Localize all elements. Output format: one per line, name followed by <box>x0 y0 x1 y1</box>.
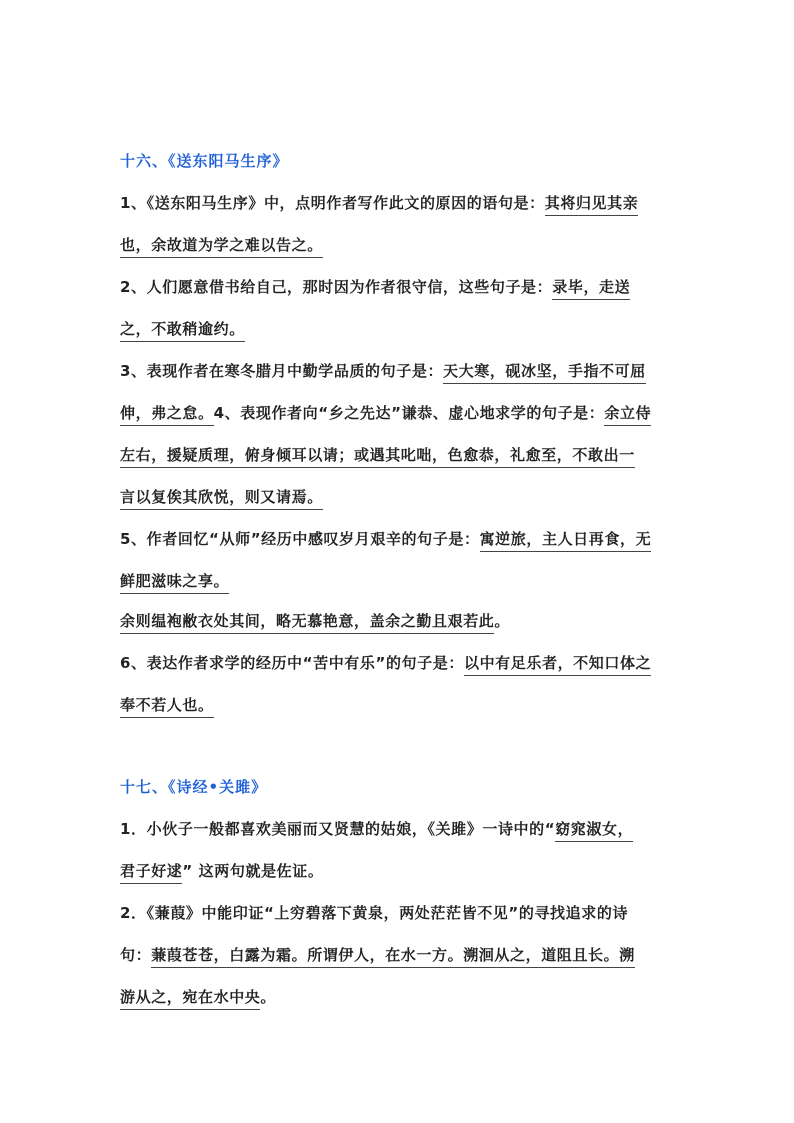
s16-q1-prefix: 1、《送东阳马生序》中，点明作者写作此文的原因的语句是： <box>120 194 545 212</box>
s16-q6-answer-part1: 以中有足乐者，不知口体之 <box>464 654 651 676</box>
s16-q6-prefix: 6、表达作者求学的经历中“苦中有乐”的句子是： <box>120 654 464 672</box>
s16-q4-answer-part2: 左右，援疑质理，俯身倾耳以请；或遇其叱咄，色愈恭，礼愈至，不敢出一 <box>120 446 635 468</box>
s16-q5-answer-part1: 寓逆旅，主人日再食，无 <box>480 530 652 552</box>
s16-q2-answer-part2: 之，不敢稍逾约。 <box>120 320 245 342</box>
s16-q4-answer-part3: 言以复俟其欣悦，则又请焉。 <box>120 488 323 510</box>
section-17-heading: 十七、《诗经•关雎》 <box>120 778 268 796</box>
s16-q2-prefix: 2、人们愿意借书给自己，那时因为作者很守信，这些句子是： <box>120 278 553 296</box>
s17-q1-line2 <box>120 860 324 881</box>
s17-q2-line3 <box>120 986 276 1007</box>
s17-q2-answer-part2: 游从之，宛在水中央 <box>120 988 260 1010</box>
s16-q5-line2 <box>120 570 229 591</box>
s16-q4-line2 <box>120 444 635 465</box>
s16-q5-prefix: 5、作者回忆“从师”经历中感叹岁月艰辛的句子是： <box>120 530 480 548</box>
s17-q2-line2 <box>120 944 635 965</box>
s17-q1-suffix: ” 这两句就是佐证。 <box>182 862 324 880</box>
s17-q2-answer-part1: 蒹葭苍苍，白露为霜。所谓伊人，在水一方。溯洄从之，道阻且长。溯 <box>151 946 635 968</box>
s16-q5-line3 <box>120 610 510 631</box>
s16-q2-line2 <box>120 318 245 339</box>
s16-q1-answer-part2: 也，余故道为学之难以告之。 <box>120 236 323 258</box>
s16-q4-answer-part1: 余立侍 <box>604 404 651 426</box>
s16-q5-answer-part2: 鲜肥滋味之享。 <box>120 572 229 594</box>
section-16-heading: 十六、《送东阳马生序》 <box>120 152 289 170</box>
s16-q1-line1 <box>120 192 638 213</box>
s16-q3-q4-line <box>120 402 651 423</box>
s17-q1-answer-part2: 君子好逑 <box>120 862 182 884</box>
s16-q4-prefix: 4、表现作者向“乡之先达”谦恭、虚心地求学的句子是： <box>213 404 605 422</box>
s16-q3-line1 <box>120 360 646 381</box>
s16-q3-answer-part1: 天大寒，砚冰坚，手指不可屈 <box>443 362 646 384</box>
s16-q6-line1 <box>120 652 651 673</box>
s16-q5-line1 <box>120 528 651 549</box>
s17-q2-end-mark: 。 <box>260 988 277 1006</box>
s16-q5-answer-part3: 余则缊袍敝衣处其间，略无慕艳意，盖余之勤且艰若此 <box>120 612 494 634</box>
s16-q3-prefix: 3、表现作者在寒冬腊月中勤学品质的句子是： <box>120 362 444 380</box>
s16-q1-line2 <box>120 234 323 255</box>
s16-q3-answer-part2: 伸，弗之怠。 <box>120 404 214 426</box>
s16-q2-line1 <box>120 276 630 297</box>
s17-q1-line1 <box>120 818 633 839</box>
s16-q4-line3 <box>120 486 323 507</box>
s16-q1-answer-part1: 其将归见其亲 <box>545 194 639 216</box>
s16-q6-line2 <box>120 694 214 715</box>
s16-q5-end-mark: 。 <box>494 612 511 630</box>
s17-q1-answer-part1: 窈窕淑女， <box>555 820 633 842</box>
s17-q2-prefix: 句： <box>120 946 152 964</box>
s17-q2-line1: 2．《蒹葭》中能印证“上穷碧落下黄泉，两处茫茫皆不见”的寻找追求的诗 <box>120 904 629 922</box>
s16-q2-answer-part1: 录毕，走送 <box>552 278 630 300</box>
s16-q6-answer-part2: 奉不若人也。 <box>120 696 214 718</box>
s17-q1-prefix: 1．小伙子一般都喜欢美丽而又贤慧的姑娘，《关雎》一诗中的“ <box>120 820 556 838</box>
